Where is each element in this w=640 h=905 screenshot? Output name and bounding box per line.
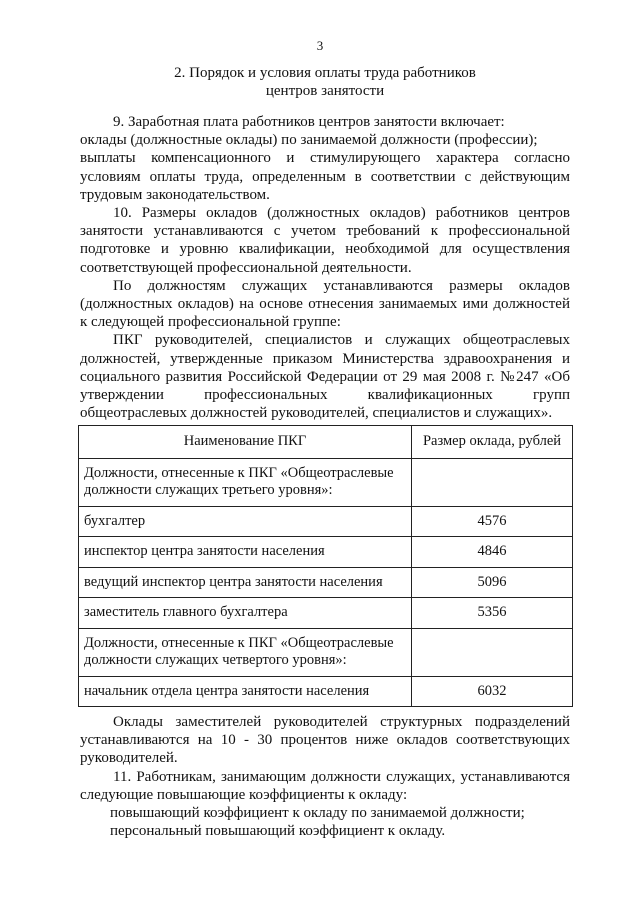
table-row [79,598,573,629]
row-value [412,458,573,506]
row-value: 5356 [412,598,573,629]
table-row [79,458,573,506]
table-row [79,567,573,598]
table-row [79,676,573,707]
page-number: 3 [316,38,324,53]
table-row [79,537,573,568]
paragraph-11: 11. Работникам, занимающим должности служащих, устанавливаются следующие повышающие коэффициенты к окладу: [80,768,570,803]
table-header-row [79,426,573,459]
column-header-name: Наименование ПКГ [79,426,412,459]
row-value: 5096 [412,567,573,598]
table-row [79,506,573,537]
section-title [80,64,570,100]
list-item-personal-coefficient: персональный повышающий коэффициент к окладу. [110,823,446,840]
paragraph-10: 10. Размеры окладов (должностных окладов) работников центров занятости устанавливаются с учетом требований к профессиональной подготовке и уровню квалификации, необходимой для осуществления соответствующей профессиональной деятельности. [80,205,570,276]
row-value: 4576 [412,506,573,537]
section-title-line-1: 2. Порядок и условия оплаты труда работников [174,65,476,81]
paragraph-pkg: ПКГ руководителей, специалистов и служащих общеотраслевых должностей, утвержденные приказом Министерства здравоохранения и социального развития Российской Федерации от 29 мая 2008 г. №247 «Об утверждении профессиональных квалификационных групп общеотраслевых должностей руководителей, специалистов и служащих». [80,332,570,422]
section-title-line-2: центров занятости [265,83,385,99]
paragraph-9: 9. Заработная плата работников центров занятости включает: [113,114,505,130]
row-name: ведущий инспектор центра занятости населения [79,567,412,598]
row-name: инспектор центра занятости населения [79,537,412,568]
list-item-salaries: оклады (должностные оклады) по занимаемой должности (профессии); [80,132,538,149]
body-text [80,113,570,422]
list-item-position-coefficient: повышающий коэффициент к окладу по занимаемой должности; [110,805,525,822]
row-name: Должности, отнесенные к ПКГ «Общеотраслевые должности служащих четвертого уровня»: [79,628,412,676]
paragraph-positions: По должностям служащих устанавливаются размеры окладов (должностных окладов) на основе отнесения занимаемых ими должностей к следующей профессиональной группе: [80,277,570,331]
row-name: Должности, отнесенные к ПКГ «Общеотраслевые должности служащих третьего уровня»: [79,458,412,506]
row-value: 4846 [412,537,573,568]
row-name: заместитель главного бухгалтера [79,598,412,629]
salary-table [78,425,573,707]
row-name: начальник отдела центра занятости населения [79,676,412,707]
paragraph-deputies: Оклады заместителей руководителей структурных подразделений устанавливаются на 10 - 30 процентов ниже окладов соответствующих руководителей. [80,714,570,767]
table-row [79,628,573,676]
column-header-salary: Размер оклада, рублей [412,426,573,459]
row-value [412,628,573,676]
body-text-after-table [80,713,570,840]
list-item-payments: выплаты компенсационного и стимулирующего характера согласно условиям оплаты труда, определенным в соответствии с действующим трудовым законодательством. [80,150,570,203]
row-value: 6032 [412,676,573,707]
row-name: бухгалтер [79,506,412,537]
